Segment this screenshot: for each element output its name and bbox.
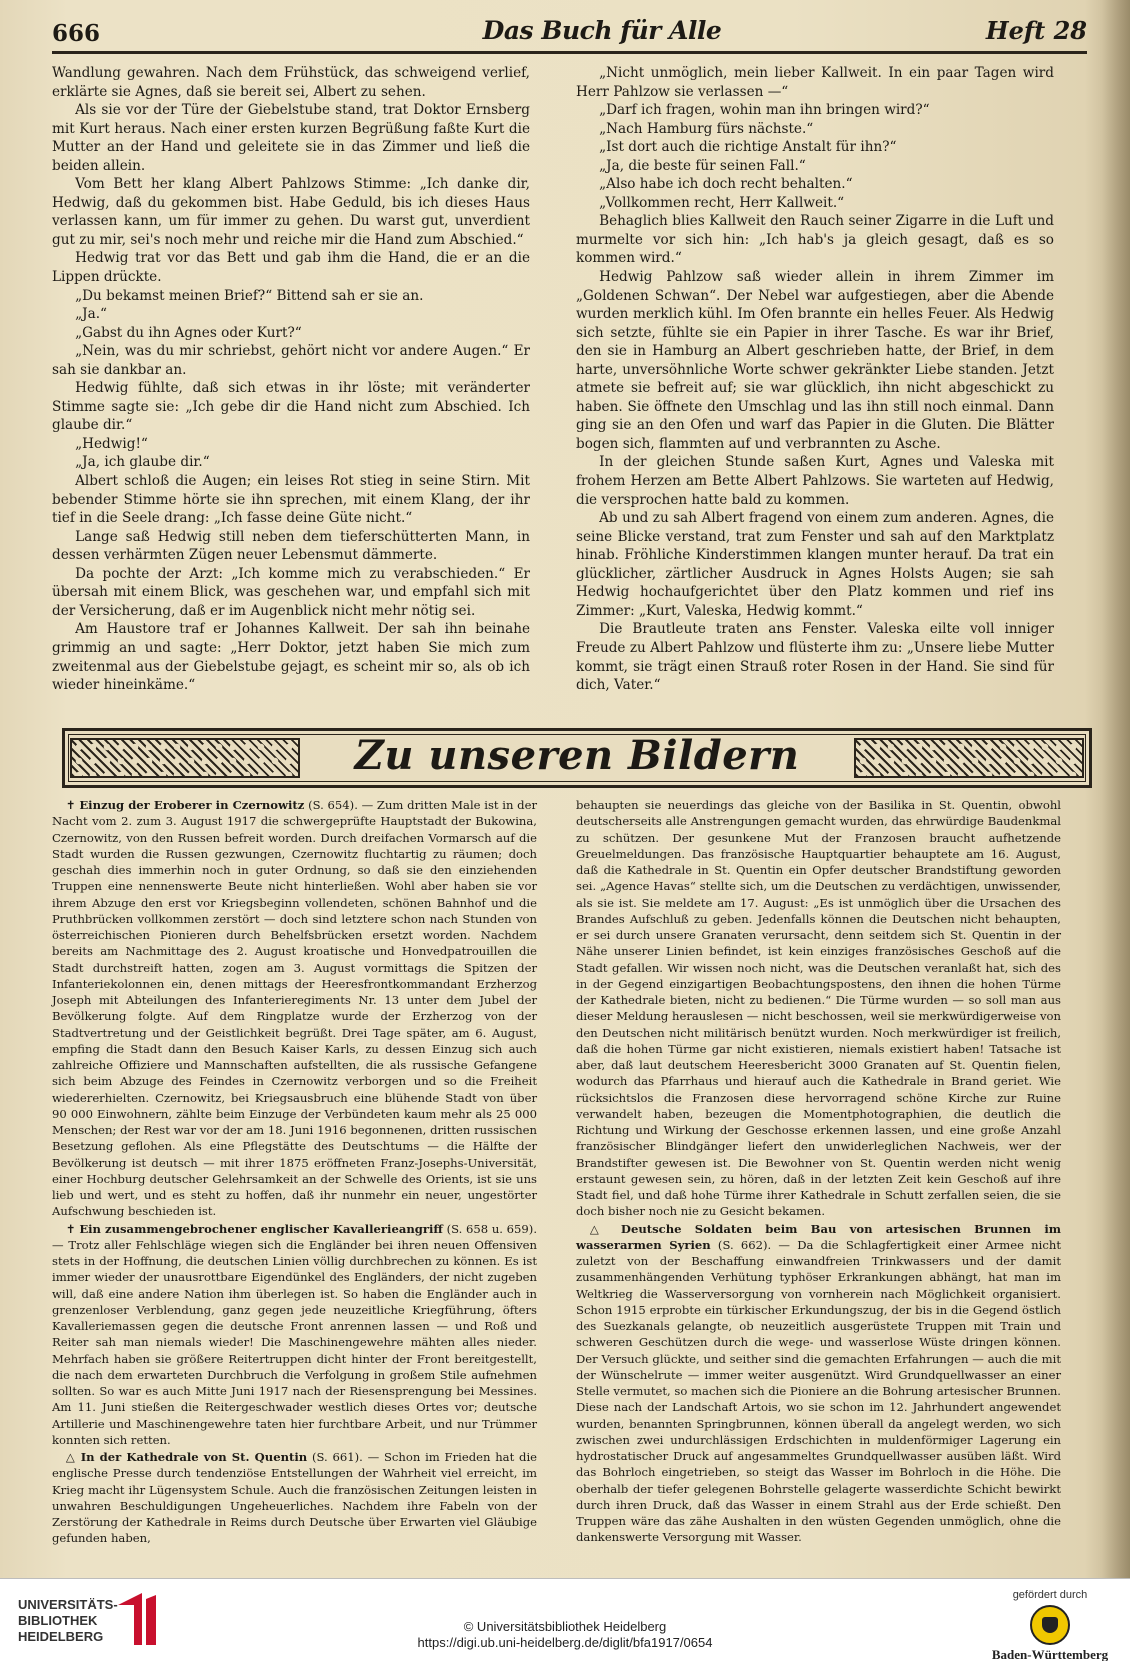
notes-column-right [576,797,1061,1547]
story-paragraph: „Du bekamst meinen Brief?“ Bittend sah er sie an. [75,287,424,304]
note-heading: Ein zusammengebrochener englischer Kavallerieangriff [79,1221,443,1236]
picture-note [52,1221,537,1449]
story-paragraph: Am Haustore traf er Johannes Kallweit. Der sah ihn beinahe grimmig an und sagte: „Herr Doktor, jetzt haben Sie mich zum zweitenmal aus der Giebelstube gejagt, es scheint mir so, als ob ich wieder hineinkäme.“ [52,621,530,694]
picture-note [576,1221,1061,1546]
story-column-right [576,64,1054,695]
issue-label: Heft 28 [985,16,1087,45]
picture-note [52,797,537,1220]
story-paragraph: „Vollkommen recht, Herr Kallweit.“ [599,194,845,211]
story-paragraph: „Ist dort auch die richtige Anstalt für ihn?“ [599,139,897,156]
note-heading: Deutsche Soldaten beim Bau von artesischen Brunnen im wasserarmen Syrien [576,1221,1062,1252]
story-paragraph: „Ja, ich glaube dir.“ [75,454,210,471]
note-mark-icon: ✝ [65,798,76,812]
library-name-line2: BIBLIOTHEK [18,1613,98,1628]
note-mark-icon: ✝ [65,1221,76,1236]
story-paragraph: „Nicht unmöglich, mein lieber Kallweit. In ein paar Tagen wird Herr Pahlzow sie verlassen —“ [576,65,1054,100]
note-heading: In der Kathedrale von St. Quentin [80,1450,308,1464]
picture-note [52,1449,537,1547]
note-body: behaupten sie neuerdings das gleiche von der Basilika in St. Quentin, obwohl deutscherseits alle Anstrengungen gemacht wurden, das ehrwürdige Baudenkmal zu schützen. Der gesunkene Mut der Franzosen braucht aufhetzende Greuelmeldungen. Das französische Hauptquartier behauptete am 16. August, daß die Kathedrale in St. Quentin ein Opfer deutscher Brandstiftung geworden sei. „Agence Havas“ stellte sich, um die Deutschen zu verdächtigen, unwissender, als sie ist. Sie meldete am 17. August: „Es ist unmöglich über die Ursachen des Brandes Aufschluß zu geben. Jedenfalls können die Deutschen nicht behaupten, er sei durch unsere Granaten verursacht, denn seitdem sich St. Quentin in der Nähe unserer Linien befindet, ist kein einziges französisches Geschoß auf die Stadt gefallen. Wir wissen noch nicht, was die Deutschen veranlaßt hat, sich des in der Gegend einzigartigen Beobachtungspostens, den ihnen die hohen Türme der Kathedrale bieten, nicht zu bedienen.“ Die Türme wurden — so soll man aus dieser Meldung herauslesen — nicht beschossen, weil sie merkwürdigerweise von den Deutschen nicht militärisch benützt wurden. Noch merkwürdiger ist freilich, daß die hohen Türme gar nicht existieren, niemals existiert haben! Tatsache ist aber, daß laut deutschem Heeresbericht 3000 Granaten auf St. Quentin fielen, wodurch das Pfarrhaus und hierauf auch die Kathedrale in Brand geriet. Wie rücksichtslos die Franzosen diese hervorragend schöne Kirche zur Ruine verwandelt haben, bezeugen die Momentphotographien, die deutlich die Richtung und Wirkung der Geschosse erkennen lassen, und eine große Anzahl französischer Blindgänger liefert den unwiderleglichen Nachweis, wer der Brandstifter gewesen ist. Die Bewohner von St. Quentin werden nicht wenig erstaunt gewesen sein, zu hören, daß in der letzten Zeit kein Geschoß auf ihre Stadt fiel, und daß hohe Türme ihrer Kathedrale in Schutt zerfallen seien, die sie doch bisher noch nie zu Gesicht bekamen. [576,798,1061,1219]
note-body: (S. 658 u. 659). — Trotz aller Fehlschläge wiegen sich die Engländer bei ihren neuen Offensiven stets in der Hoffnung, die deutschen Linien völlig durchbrechen zu können. Es ist immer wieder der unausrottbare Eigendünkel des Engländers, der nicht zugeben will, daß eine andere Nation ihm überlegen ist. So haben die Engländer auch in grenzenloser Verblendung, ganz gegen jede neuzeitliche Kriegführung, öfters Kavalleriemassen gegen die deutsche Front anrennen lassen — und Roß und Reiter sah man niemals wieder! Die Maschinengewehre mähten alles nieder. Mehrfach haben sie größere Reitertruppen dicht hinter der Front bereitgestellt, die nach dem erwarteten Durchbruch die Verfolgung in großem Stile aufnehmen sollten. So war es auch Mitte Juni 1917 nach der Riesensprengung bei Messines. Am 11. Juni stießen die Reitergeschwader westlich dieses Ortes vor; deutsche Artillerie und Maschinengewehre taten hier furchtbare Arbeit, und nur Trümmer konnten sich retten. [52,1221,538,1447]
page-header [52,14,1087,52]
section-title: Zu unseren Bildern [354,732,800,779]
story-paragraph: Hedwig fühlte, daß sich etwas in ihr löste; mit veränderter Stimme sagte sie: „Ich gebe dir die Hand nicht zum Abschied. Ich glaube dir.“ [52,380,530,434]
story-paragraph: Hedwig Pahlzow saß wieder allein in ihrem Zimmer im „Goldenen Schwan“. Der Nebel war aufgestiegen, aber die Abende wurden merklich kühl. Im Ofen brannte ein helles Feuer. Als Hedwig sich setzte, fühlte sie ein Papier in ihrer Tasche. Es war ihr Brief, den sie in Hamburg an Albert geschrieben hatte, der Brief, in dem harte, unversöhnliche Worte schwer gekränkter Liebe standen. Jetzt atmete sie befreit auf; sie war glücklich, ihn nicht abgeschickt zu haben. Sie öffnete den Umschlag und las ihn still noch einmal. Dann ging sie an den Ofen und warf das Papier in die Gluten. Die Blätter bogen sich, flammten auf und verbrannten zu Asche. [576,269,1054,452]
funding-block [990,1589,1110,1661]
notes-column-left [52,797,537,1548]
story-paragraph: In der gleichen Stunde saßen Kurt, Agnes und Valeska mit frohem Herzen am Bette Albert Pahlzows. Sie warteten auf Hedwig, die versprochen hatte bald zu kommen. [576,454,1054,508]
story-paragraph: Behaglich blies Kallweit den Rauch seiner Zigarre in die Luft und murmelte vor sich hin: „Ich hab's ja gleich gesagt, daß es so kommen wird.“ [576,213,1054,267]
picture-note [576,797,1061,1220]
story-paragraph: Vom Bett her klang Albert Pahlzows Stimme: „Ich danke dir, Hedwig, daß du gekommen bist. Habe Geduld, bis ich dieses Haus verlassen kann, um für immer zu gehen. Du warst gut, unverdient gut zu mir, sei's noch mehr und reiche mir die Hand zum Abschied.“ [52,176,530,248]
note-body: (S. 654). — Zum dritten Male ist in der Nacht vom 2. zum 3. August 1917 die schwergeprüfte Hauptstadt der Bukowina, Czernowitz, von den Russen befreit worden. Durch dreifachen Vormarsch auf die Stadt wurden die Russen gezwungen, Czernowitz fluchtartig zu räumen; doch geschah dies immerhin noch in guter Ordnung, so daß sie den einziehenden Truppen eine nennenswerte Beute nicht hinterließen. Wohl aber haben sie vor ihrem Abzuge den erst vor Kriegsbeginn vollendeten, schönen Bahnhof und die Pruthbrücken vollkommen zerstört — doch sind letztere schon nach Stunden von österreichischen Pionieren durch Behelfsbrücken ersetzt worden. Nachdem bereits am Nachmittage des 2. August kroatische und Honvedpatrouillen die Stadt durchstreift hatten, zogen am 3. August vormittags die Spitzen der Infanteriekolonnen ein, denen mittags der Heeresfrontkommandant Erzherzog Joseph mit Abteilungen des Infanterieregiments Nr. 13 unter dem Jubel der Bevölkerung folgte. Auf dem Ringplatze wurde der Erzherzog von der Stadtvertretung und der Geistlichkeit begrüßt. Drei Tage später, am 6. August, empfing die Stadt dann den Besuch Kaiser Karls, zu dessen Einzug sich auch zahlreiche Offiziere und Mannschaften aufstellten, die als russische Gefangene sich beim Abzuge des Feindes in Czernowitz verborgen und so die Freiheit wiedererhielten. Czernowitz, bei Kriegsausbruch eine blühende Stadt von über 90 000 Einwohnern, zählte beim Einzuge der Verbündeten kaum mehr als 25 000 Menschen; der Rest war vor der am 18. Juni 1916 begonnenen, dritten russischen Besetzung geflohen. Als eine Pflegstätte des Deutschtums — die Hälfte der Bevölkerung ist deutsch — mit ihrer 1875 eröffneten Franz-Josephs-Universität, einer Hochburg deutscher Gelehrsamkeit an der Schwelle des Orients, ist sie uns lieb und wert, und es steht zu hoffen, daß ihr nunmehr ein neuer, ungestörter Aufschwung beschieden ist. [52,798,537,1219]
story-paragraph: Da pochte der Arzt: „Ich komme mich zu verabschieden.“ Er übersah mit einem Blick, was geschehen war, und empfahl sich mit der Versicherung, daß er im Augenblick nicht mehr nötig sei. [52,565,530,619]
note-body: (S. 661). — Schon im Frieden hat die englische Presse durch tendenziöse Entstellungen der Wahrheit viel erreicht, im Krieg macht ihr Lügensystem Schule. Auch die französischen Zeitungen leisten in unwahren Beschuldigungen Ungeheuerliches. Nachdem ihre Fabeln von der Zerstörung der Kathedrale in Reims durch Deutsche über Erwarten viel Gläubige gefunden haben, [52,1450,538,1546]
note-heading: Einzug der Eroberer in Czernowitz [79,798,305,812]
ornament-right-icon [854,738,1084,778]
story-paragraph: Ab und zu sah Albert fragend von einem zum anderen. Agnes, die seine Blicke verstand, trat zum Fenster und sah auf den Marktplatz hinab. Fröhliche Kinderstimmen klangen munter herauf. Da trat ein glücklicher, zärtlicher Ausdruck in Agnes Holsts Augen; sie sah Hedwig hochaufgerichtet über den Platz kommen und rief ins Zimmer: „Kurt, Valeska, Hedwig kommt.“ [576,510,1054,619]
story-paragraph: Als sie vor der Türe der Giebelstube stand, trat Doktor Ernsberg mit Kurt heraus. Nach einer ersten kurzen Begrüßung faßte Kurt die Mutter an der Hand und geleitete sie in das Zimmer und ließ die beiden allein. [52,102,530,174]
page-number: 666 [52,20,101,47]
permalink[interactable]: https://digi.ub.uni-heidelberg.de/diglit/bfa1917/0654 [417,1635,713,1650]
library-name-line3: HEIDELBERG [18,1629,104,1644]
funding-label: gefördert durch [1012,1589,1088,1601]
copyright-text: © Universitätsbibliothek Heidelberg [463,1619,667,1634]
library-name-line1: UNIVERSITÄTS- [18,1597,118,1612]
story-paragraph: „Nein, was du mir schriebst, gehört nicht vor andere Augen.“ Er sah sie dankbar an. [52,343,530,378]
story-paragraph: Hedwig trat vor das Bett und gab ihm die Hand, die er an die Lippen drückte. [52,250,530,286]
story-paragraph: „Ja, die beste für seinen Fall.“ [599,157,806,174]
story-paragraph: Albert schloß die Augen; ein leises Rot stieg in seine Stirn. Mit bebender Stimme hörte sie ihn sprechen, mit einem Klang, der ihr tief in die Seele drang: „Ich fasse deine Güte nicht.“ [52,473,530,527]
story-paragraph: „Ja.“ [75,306,107,323]
story-paragraph: Lange saß Hedwig still neben dem tieferschütterten Mann, in dessen verhärmten Zügen neuer Lebensmut dämmerte. [52,528,530,564]
story-column-left [52,64,530,695]
story-paragraph: Wandlung gewahren. Nach dem Frühstück, das schweigend verlief, erklärte sie Agnes, daß sie bereit sei, Albert zu sehen. [52,65,530,100]
viewer-footer [0,1578,1130,1661]
story-paragraph: „Nach Hamburg fürs nächste.“ [599,120,814,137]
journal-title: Das Buch für Alle [482,16,722,45]
story-paragraph: „Darf ich fragen, wohin man ihn bringen wird?“ [599,102,930,119]
state-coat-of-arms-icon [1030,1605,1070,1645]
note-mark-icon: △ [589,1221,609,1236]
story-paragraph: „Also habe ich doch recht behalten.“ [599,176,853,193]
note-mark-icon: △ [65,1450,76,1464]
funder-name: Baden-Württemberg [991,1647,1109,1661]
header-rule [52,51,1087,54]
section-banner [62,728,1092,788]
note-body: (S. 662). — Da die Schlagfertigkeit einer Armee nicht zuletzt von der Beschaffung einwandfreien Trinkwassers und der damit zusammenhängenden Verhütung typhöser Erkrankungen abhängt, hat man im Weltkrieg die Wasserversorgung von vornherein nach Möglichkeit organisiert. Schon 1915 erprobte ein türkischer Erkundungszug, der bis in die Gegend östlich des Suezkanals gelangte, ob neuzeitlich ausgerüstete Truppen mit Train und schweren Geschützen durch die wege- und wasserlose Wüste dringen können. Der Versuch glückte, und seither sind die gemachten Erfahrungen — auch die mit der Wünschelrute — immer weiter ausgenützt. Wird Grundquellwasser an einer Stelle vermutet, so machen sich die Pioniere an die Bohrung artesischer Brunnen. Diese nach der Landschaft Artois, wo sie schon im 12. Jahrhundert angewendet wurden, benannten Springbrunnen, können überall da angelegt werden, wo sich zwischen zwei undurchlässigen Erdschichten in muldenförmiger Lagerung ein hydrostatischer Druck auf angesammeltes Grundquellwasser ausüben läßt. Wird das Bohrloch eingetrieben, so steigt das Wasser im Bohrloch in die Höhe. Die oberhalb der tiefer gelegenen Bohrstelle gelagerte wasserdichte Schicht bewirkt durch ihren Druck, daß das Wasser in einem Strahl aus der Erde schießt. Den Truppen wäre das zähe Aushalten in den wüsten Gegenden unmöglich, ohne die dankenswerte Versorgung mit Wasser. [576,1237,1061,1545]
copyright-block [0,1619,1130,1651]
story-paragraph: „Hedwig!“ [75,435,148,452]
story-paragraph: Die Brautleute traten ans Fenster. Valeska eilte voll inniger Freude zu Albert Pahlzow und flüsterte ihm zu: „Unsere liebe Mutter kommt, sie trägt einen Strauß roter Rosen in der Hand. Sie sind für dich, Vater.“ [576,621,1054,694]
story-paragraph: „Gabst du ihn Agnes oder Kurt?“ [75,324,302,341]
ornament-left-icon [70,738,300,778]
